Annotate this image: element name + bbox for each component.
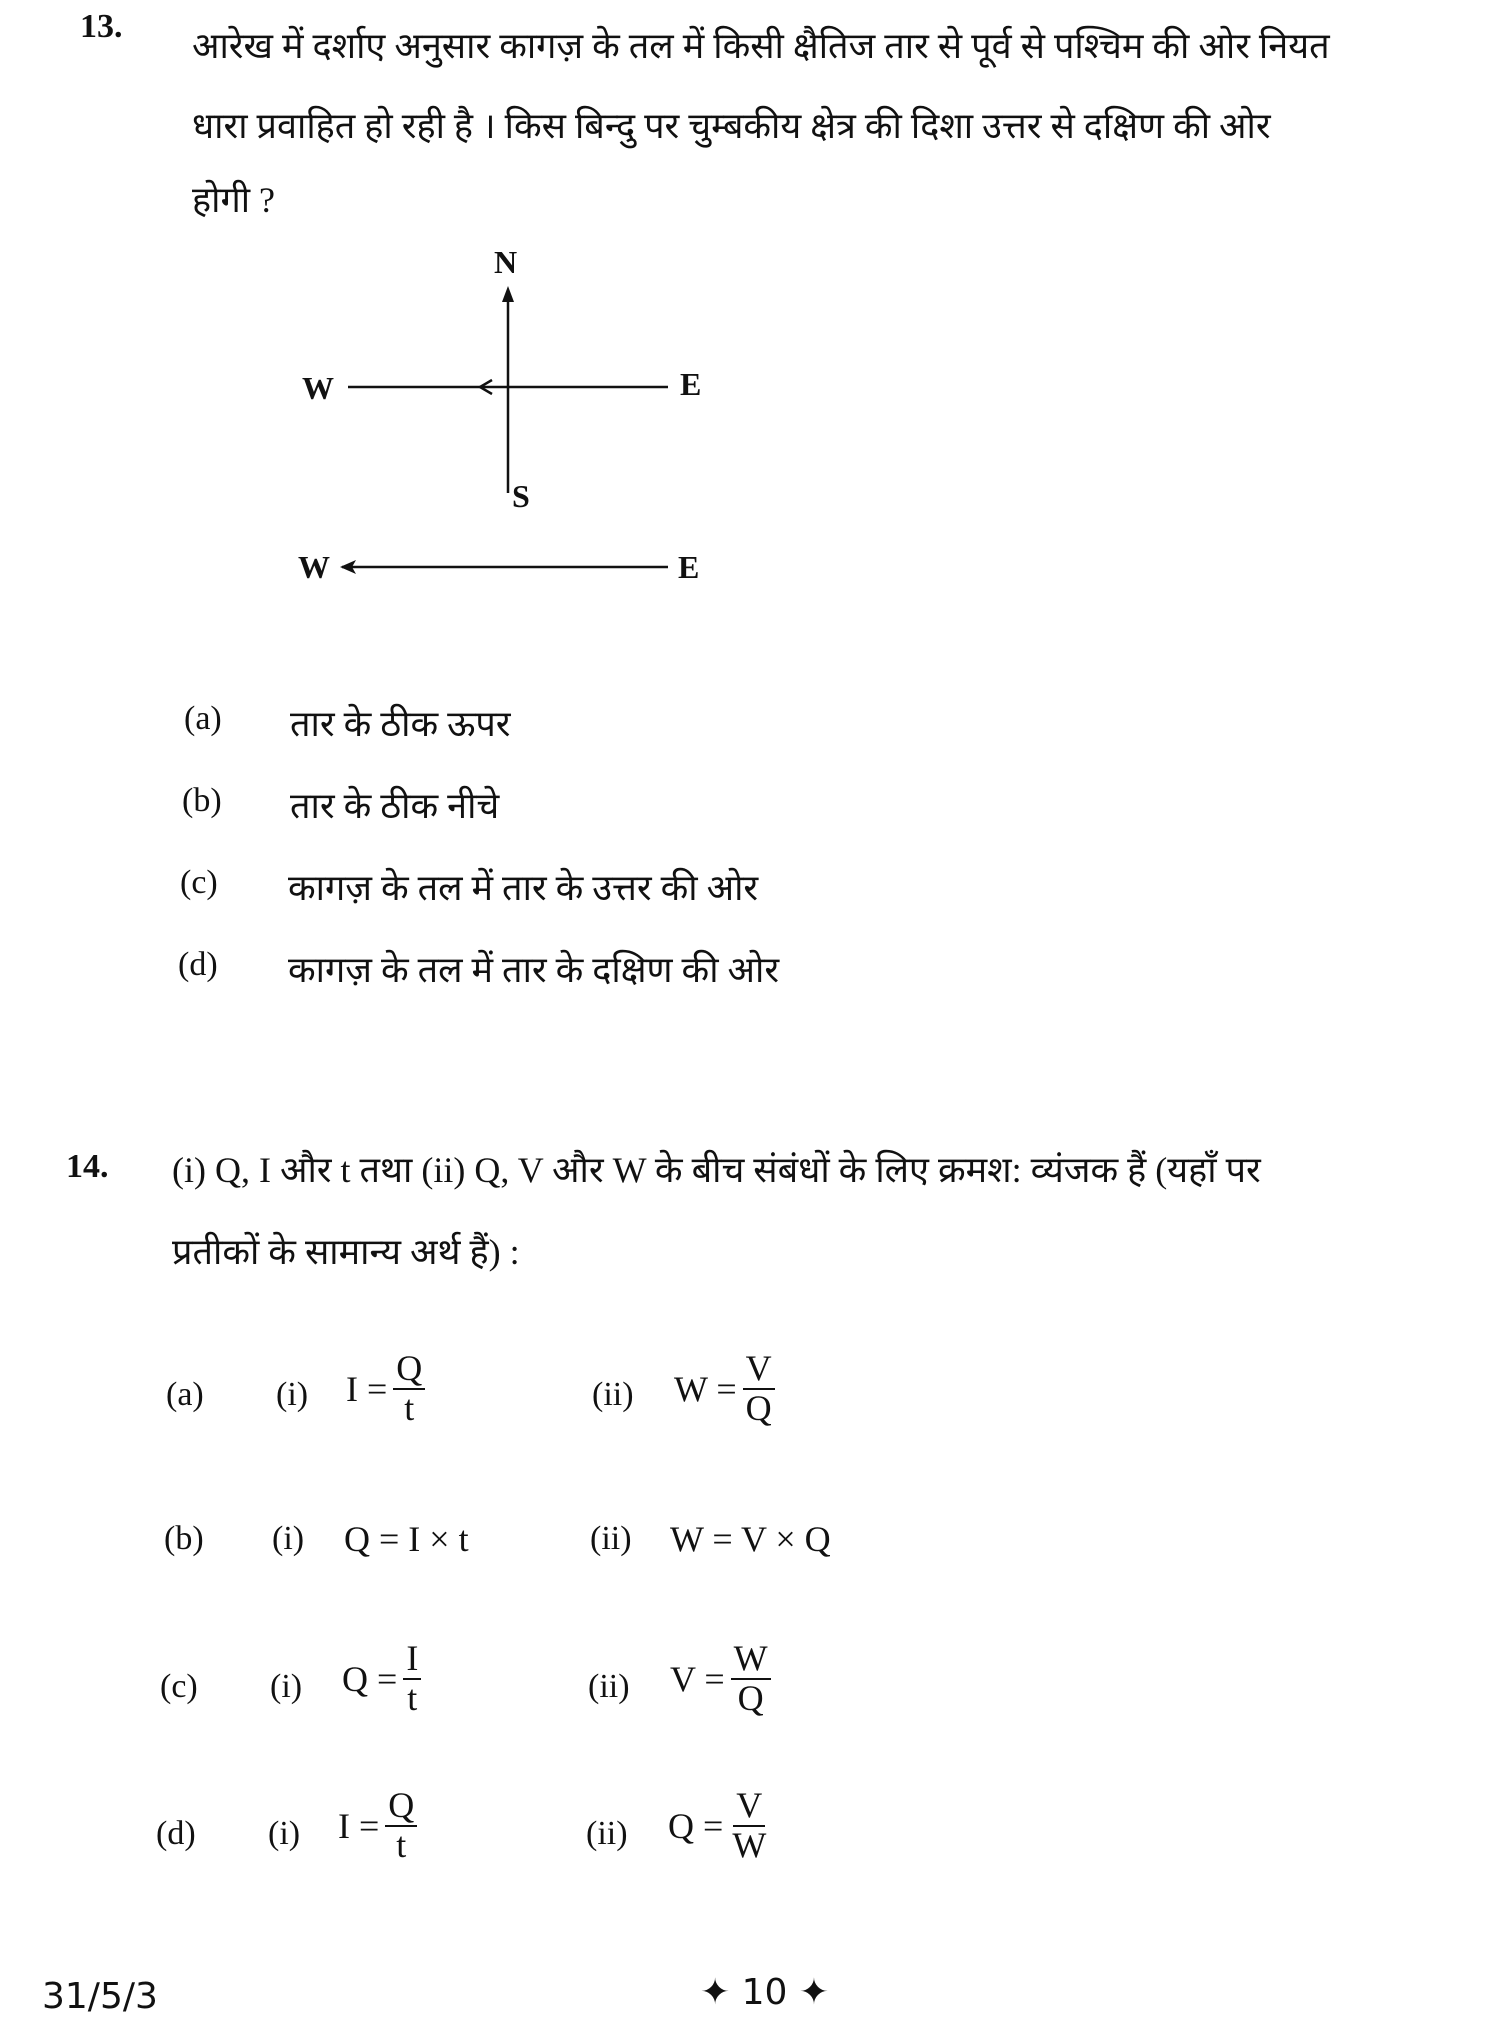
numerator: Q <box>385 1787 417 1827</box>
part-label: (ii) <box>586 1815 628 1852</box>
option-text: तार के ठीक नीचे <box>290 786 500 826</box>
denominator: Q <box>745 1387 772 1428</box>
question-text-line: होगी ? <box>192 180 276 220</box>
equation-lhs: W = <box>674 1368 737 1409</box>
fraction <box>729 1787 769 1865</box>
equation <box>674 1350 775 1428</box>
option-label: (a) <box>184 700 222 737</box>
option-label: (a) <box>166 1376 204 1413</box>
paper-code: 31/5/3 <box>42 1976 158 2017</box>
part-label: (i) <box>272 1520 305 1557</box>
fraction <box>743 1350 775 1428</box>
part-label: (ii) <box>590 1520 632 1557</box>
option-text: कागज़ के तल में तार के उत्तर की ओर <box>288 868 759 908</box>
option-text: कागज़ के तल में तार के दक्षिण की ओर <box>288 950 780 990</box>
option-label: (c) <box>180 864 218 901</box>
denominator: Q <box>737 1677 764 1718</box>
equation <box>338 1787 417 1865</box>
question-text-line: आरेख में दर्शाए अनुसार कागज़ के तल में किसी क्षैतिज तार से पूर्व से पश्चिम की ओर नियत <box>192 26 1330 66</box>
equation <box>670 1640 771 1718</box>
numerator: W <box>731 1640 771 1680</box>
question-text-line: धारा प्रवाहित हो रही है । किस बिन्दु पर चुम्बकीय क्षेत्र की दिशा उत्तर से दक्षिण की ओर <box>192 106 1271 146</box>
west-label: W <box>302 370 334 406</box>
equation-lhs: Q = <box>342 1658 398 1699</box>
equation <box>346 1350 425 1428</box>
equation-lhs: V = <box>670 1658 725 1699</box>
denominator: t <box>407 1677 418 1718</box>
numerator: I <box>403 1640 421 1680</box>
wire-east-label: E <box>678 549 700 585</box>
fraction <box>385 1787 417 1865</box>
part-label: (ii) <box>588 1668 630 1705</box>
denominator: W <box>732 1824 767 1865</box>
numerator: V <box>733 1787 765 1827</box>
east-label: E <box>680 366 702 402</box>
equation: W = V × Q <box>670 1519 831 1559</box>
wire-west-label: W <box>298 549 330 585</box>
part-label: (i) <box>268 1815 301 1852</box>
part-label: (i) <box>276 1376 309 1413</box>
question-text-line: प्रतीकों के सामान्य अर्थ हैं) : <box>172 1232 520 1272</box>
north-label: N <box>494 244 518 280</box>
option-label: (d) <box>156 1815 196 1852</box>
page-number: ✦ 10 ✦ <box>700 1972 830 2013</box>
denominator: t <box>404 1387 415 1428</box>
part-label: (ii) <box>592 1376 634 1413</box>
question-text-line: (i) Q, I और t तथा (ii) Q, V और W के बीच संबंधों के लिए क्रमश: व्यंजक हैं (यहाँ पर <box>172 1150 1261 1190</box>
denominator: t <box>396 1824 407 1865</box>
equation: Q = I × t <box>344 1519 469 1559</box>
option-label: (d) <box>178 946 218 983</box>
equation-lhs: Q = <box>668 1805 724 1846</box>
part-label: (i) <box>270 1668 303 1705</box>
fraction <box>731 1640 771 1718</box>
equation-lhs: I = <box>346 1368 388 1409</box>
fraction <box>393 1350 425 1428</box>
question-number: 14. <box>66 1148 109 1185</box>
equation <box>668 1787 769 1865</box>
question-number: 13. <box>80 8 123 45</box>
option-label: (b) <box>164 1520 204 1557</box>
diagram-lines <box>0 0 800 620</box>
south-label: S <box>512 478 530 514</box>
equation <box>342 1640 421 1718</box>
fraction <box>403 1640 421 1718</box>
option-label: (b) <box>182 782 222 819</box>
equation-lhs: I = <box>338 1805 380 1846</box>
numerator: Q <box>393 1350 425 1390</box>
numerator: V <box>743 1350 775 1390</box>
option-label: (c) <box>160 1668 198 1705</box>
option-text: तार के ठीक ऊपर <box>290 704 511 744</box>
